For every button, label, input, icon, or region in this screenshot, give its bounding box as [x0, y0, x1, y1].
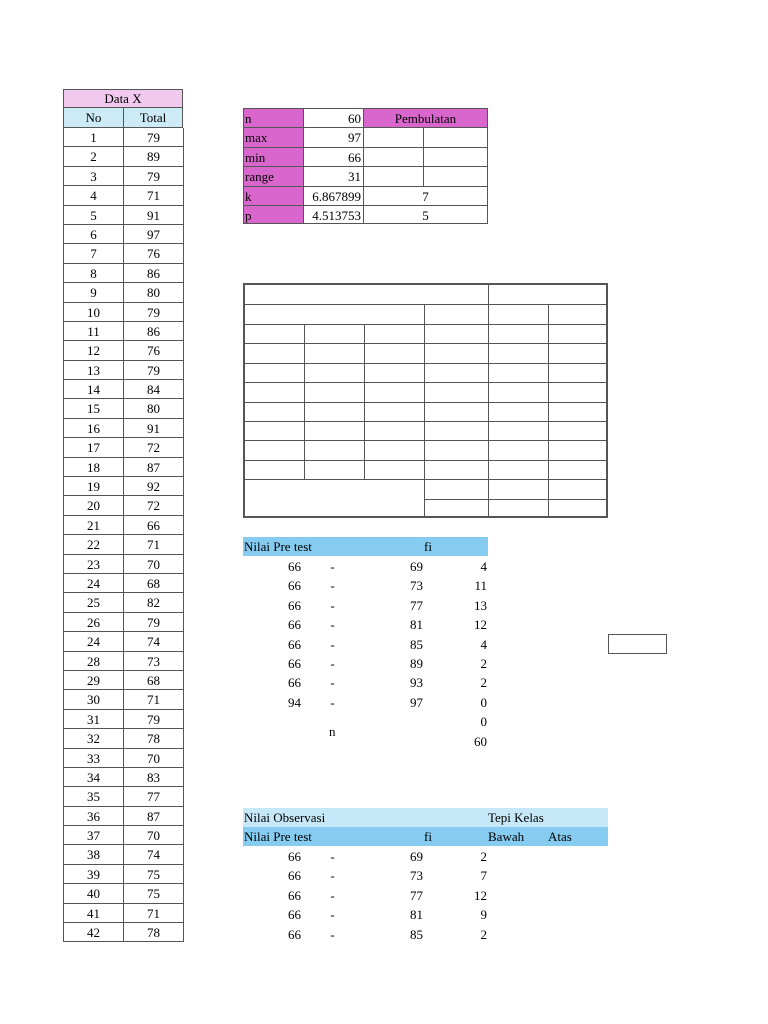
class-upper[interactable]: 77	[410, 887, 423, 903]
table-row	[63, 225, 184, 244]
cell-no[interactable]: 15	[63, 399, 123, 418]
grid-cell[interactable]	[245, 344, 305, 363]
stat-label: n	[243, 108, 303, 127]
grid-cell[interactable]	[489, 500, 549, 516]
grid-cell[interactable]	[425, 422, 489, 441]
table-row	[63, 419, 184, 438]
class-dash[interactable]: -	[330, 617, 335, 633]
class-frequency[interactable]: 12	[474, 617, 487, 633]
cell-no[interactable]: 4	[63, 186, 123, 205]
class-frequency[interactable]: 2	[480, 849, 487, 864]
class-upper[interactable]: 77	[410, 597, 423, 613]
grid-cell[interactable]	[489, 403, 549, 422]
grid-cell[interactable]	[489, 344, 549, 363]
stat-rounded[interactable]	[363, 147, 423, 166]
grid-cell[interactable]	[549, 500, 606, 516]
grid-cell[interactable]	[425, 403, 489, 422]
class-lower[interactable]: 66	[288, 597, 301, 613]
cell-total[interactable]: 92	[123, 477, 184, 496]
class-dash[interactable]: -	[330, 656, 335, 671]
grid-cell[interactable]	[245, 383, 305, 402]
table-row	[63, 555, 184, 574]
cell-no[interactable]: 20	[63, 496, 123, 515]
grid-cell[interactable]	[489, 422, 549, 441]
table-row	[63, 884, 184, 903]
table-row	[63, 303, 184, 322]
class-upper[interactable]: 69	[410, 849, 423, 864]
cell-total[interactable]: 73	[123, 652, 184, 671]
table-row	[63, 690, 184, 709]
table-row	[63, 613, 184, 632]
grid-cell[interactable]	[245, 285, 489, 305]
data-x-header	[63, 108, 183, 128]
grid-cell[interactable]	[305, 344, 365, 363]
grid-cell[interactable]	[425, 500, 489, 516]
data-x-title: Data X	[63, 89, 183, 108]
data-x-rows	[63, 128, 184, 942]
table-row	[63, 186, 184, 205]
cell-total[interactable]: 86	[123, 322, 184, 341]
grid-cell[interactable]	[365, 364, 425, 383]
pre-test-n-total: 60	[474, 734, 487, 749]
table-row	[63, 516, 184, 535]
table-row	[63, 710, 184, 729]
cell-total[interactable]: 84	[123, 380, 184, 399]
cell-total[interactable]: 71	[123, 186, 184, 205]
class-dash[interactable]: -	[330, 559, 335, 574]
table-row	[63, 787, 184, 806]
grid-cell[interactable]	[489, 480, 549, 499]
grid-cell[interactable]	[245, 403, 305, 422]
cell-total[interactable]: 83	[123, 768, 184, 787]
stat-empty-cell[interactable]	[423, 127, 488, 146]
grid-cell[interactable]	[305, 325, 365, 344]
grid-cell[interactable]	[305, 461, 365, 480]
class-lower[interactable]: 66	[288, 617, 301, 633]
class-dash[interactable]: -	[330, 694, 335, 710]
table-row	[63, 574, 184, 593]
atas-label: Atas	[548, 829, 572, 844]
class-frequency[interactable]: 13	[474, 597, 487, 613]
class-dash[interactable]: -	[330, 849, 335, 864]
cell-total[interactable]: 70	[123, 749, 184, 768]
table-row	[63, 264, 184, 283]
stat-rounded[interactable]	[363, 127, 423, 146]
class-lower[interactable]: 66	[288, 926, 301, 942]
grid-cell[interactable]	[425, 441, 489, 460]
cell-no[interactable]: 3	[63, 167, 123, 186]
cell-total[interactable]: 66	[123, 516, 184, 535]
cell-no[interactable]: 24	[63, 574, 123, 593]
grid-cell[interactable]	[489, 383, 549, 402]
stat-empty-cell[interactable]	[423, 147, 488, 166]
table-row	[63, 535, 184, 554]
cell-no[interactable]: 2	[63, 147, 123, 166]
grid-cell[interactable]	[305, 422, 365, 441]
cell-total[interactable]: 72	[123, 438, 184, 457]
grid-cell[interactable]	[245, 364, 305, 383]
grid-cell[interactable]	[305, 364, 365, 383]
class-frequency[interactable]: 11	[474, 578, 487, 594]
stat-rounded[interactable]: 5	[363, 205, 488, 224]
cell-total[interactable]: 80	[123, 283, 184, 302]
cell-no[interactable]: 5	[63, 206, 123, 225]
table-row	[63, 671, 184, 690]
cell-no[interactable]: 10	[63, 303, 123, 322]
grid-cell[interactable]	[245, 480, 425, 516]
class-dash[interactable]: -	[330, 907, 335, 923]
table-row	[63, 904, 184, 923]
class-lower[interactable]: 94	[288, 694, 301, 710]
cell-total[interactable]: 75	[123, 865, 184, 884]
cell-no[interactable]: 25	[63, 593, 123, 612]
cell-no[interactable]: 31	[63, 710, 123, 729]
grid-cell[interactable]	[245, 461, 305, 480]
table-row	[63, 923, 184, 942]
cell-total[interactable]: 89	[123, 147, 184, 166]
class-lower[interactable]: 66	[288, 675, 301, 691]
class-frequency[interactable]: 4	[480, 636, 487, 652]
grid-cell[interactable]	[425, 480, 489, 499]
grid-cell[interactable]	[549, 480, 606, 499]
cell-no[interactable]: 40	[63, 884, 123, 903]
table-row	[63, 361, 184, 380]
table-row	[63, 865, 184, 884]
grid-cell[interactable]	[425, 383, 489, 402]
cell-total[interactable]: 74	[123, 845, 184, 864]
stat-value[interactable]: 60	[303, 108, 363, 127]
class-frequency[interactable]: 12	[474, 887, 487, 903]
cell-total[interactable]: 72	[123, 496, 184, 515]
grid-cell[interactable]	[425, 325, 489, 344]
observasi-header-label: Nilai Pre test	[244, 829, 312, 844]
cell-total[interactable]: 79	[123, 303, 184, 322]
class-lower[interactable]: 66	[288, 559, 301, 574]
grid-cell[interactable]	[489, 364, 549, 383]
table-row	[63, 826, 184, 845]
cell-total[interactable]: 70	[123, 555, 184, 574]
class-upper[interactable]: 69	[410, 559, 423, 574]
table-row	[63, 749, 184, 768]
table-row	[63, 380, 184, 399]
table-row	[63, 283, 184, 302]
cell-total[interactable]: 78	[123, 923, 184, 942]
pre-test-header-fi: fi	[424, 539, 432, 554]
class-dash[interactable]: -	[330, 675, 335, 691]
cell-total[interactable]: 91	[123, 206, 184, 225]
cell-no[interactable]: 14	[63, 380, 123, 399]
pre-test-n-label: n	[329, 724, 336, 739]
stat-empty-cell[interactable]	[423, 166, 488, 185]
grid-cell[interactable]	[245, 325, 305, 344]
class-lower[interactable]: 66	[288, 636, 301, 652]
cell-no[interactable]: 21	[63, 516, 123, 535]
grid-cell[interactable]	[549, 403, 606, 422]
pre-test-header-label: Nilai Pre test	[244, 539, 312, 554]
grid-cell[interactable]	[549, 441, 606, 460]
cell-total[interactable]: 78	[123, 729, 184, 748]
class-upper[interactable]: 97	[410, 694, 423, 710]
stat-rounded[interactable]	[363, 166, 423, 185]
tepi-kelas-label: Tepi Kelas	[488, 810, 544, 825]
grid-cell[interactable]	[549, 344, 606, 363]
table-row	[63, 458, 184, 477]
cell-total[interactable]: 71	[123, 690, 184, 709]
cell-total[interactable]: 79	[123, 361, 184, 380]
cell-total[interactable]: 86	[123, 264, 184, 283]
cell-total[interactable]: 76	[123, 341, 184, 360]
class-frequency[interactable]: 0	[480, 694, 487, 710]
class-lower[interactable]: 66	[288, 907, 301, 923]
pre-test-extra-fi: 0	[480, 714, 487, 729]
cell-no[interactable]: 8	[63, 264, 123, 283]
class-upper[interactable]: 85	[410, 926, 423, 942]
cell-no[interactable]: 35	[63, 787, 123, 806]
class-frequency[interactable]: 2	[480, 926, 487, 942]
grid-cell[interactable]	[365, 344, 425, 363]
table-row	[63, 206, 184, 225]
cell-total[interactable]: 76	[123, 244, 184, 263]
table-row	[63, 768, 184, 787]
cell-total[interactable]: 91	[123, 419, 184, 438]
table-row	[63, 845, 184, 864]
table-row	[63, 322, 184, 341]
cell-no[interactable]: 18	[63, 458, 123, 477]
class-upper[interactable]: 81	[410, 907, 423, 923]
grid-cell[interactable]	[549, 305, 606, 325]
class-upper[interactable]: 93	[410, 675, 423, 691]
cell-no[interactable]: 36	[63, 807, 123, 826]
table-row	[63, 147, 184, 166]
grid-cell[interactable]	[549, 422, 606, 441]
cell-no[interactable]: 23	[63, 555, 123, 574]
grid-cell[interactable]	[305, 383, 365, 402]
grid-cell[interactable]	[365, 461, 425, 480]
class-dash[interactable]: -	[330, 926, 335, 942]
cell-total[interactable]: 71	[123, 904, 184, 923]
class-dash[interactable]: -	[330, 578, 335, 594]
cell-total[interactable]: 68	[123, 671, 184, 690]
empty-cell[interactable]	[608, 634, 667, 654]
class-lower[interactable]: 66	[288, 656, 301, 671]
cell-total[interactable]: 75	[123, 884, 184, 903]
cell-no[interactable]: 19	[63, 477, 123, 496]
class-upper[interactable]: 85	[410, 636, 423, 652]
cell-no[interactable]: 11	[63, 322, 123, 341]
cell-no[interactable]: 6	[63, 225, 123, 244]
cell-no[interactable]: 26	[63, 613, 123, 632]
table-row	[63, 167, 184, 186]
table-row	[63, 496, 184, 515]
class-lower[interactable]: 66	[288, 887, 301, 903]
stat-value[interactable]: 66	[303, 147, 363, 166]
table-row	[63, 399, 184, 418]
grid-cell[interactable]	[365, 383, 425, 402]
stat-label: range	[243, 166, 303, 185]
class-upper[interactable]: 89	[410, 656, 423, 671]
grid-cell[interactable]	[425, 344, 489, 363]
cell-no[interactable]: 38	[63, 845, 123, 864]
pembulatan-header: Pembulatan	[363, 108, 488, 127]
stat-value[interactable]: 31	[303, 166, 363, 185]
stat-label: min	[243, 147, 303, 166]
observasi-header	[243, 827, 608, 846]
cell-no[interactable]: 7	[63, 244, 123, 263]
class-lower[interactable]: 66	[288, 849, 301, 864]
cell-no[interactable]: 9	[63, 283, 123, 302]
cell-total[interactable]: 77	[123, 787, 184, 806]
observasi-title-band	[243, 808, 608, 827]
stat-label: k	[243, 186, 303, 205]
stat-value[interactable]: 4.513753	[303, 205, 363, 224]
cell-no[interactable]: 13	[63, 361, 123, 380]
grid-cell[interactable]	[245, 422, 305, 441]
grid-cell[interactable]	[245, 441, 305, 460]
cell-no[interactable]: 42	[63, 923, 123, 942]
cell-no[interactable]: 34	[63, 768, 123, 787]
grid-cell[interactable]	[425, 364, 489, 383]
stat-value[interactable]: 97	[303, 127, 363, 146]
cell-no[interactable]: 41	[63, 904, 123, 923]
table-row	[63, 807, 184, 826]
cell-no[interactable]: 29	[63, 671, 123, 690]
cell-total[interactable]: 87	[123, 807, 184, 826]
table-row	[63, 244, 184, 263]
empty-grid-table	[243, 283, 608, 518]
cell-no[interactable]: 28	[63, 652, 123, 671]
stat-label: p	[243, 205, 303, 224]
class-upper[interactable]: 81	[410, 617, 423, 633]
cell-no[interactable]: 33	[63, 749, 123, 768]
observasi-title: Nilai Observasi	[244, 810, 326, 825]
cell-total[interactable]: 80	[123, 399, 184, 418]
cell-no[interactable]: 1	[63, 128, 123, 147]
grid-cell[interactable]	[365, 441, 425, 460]
class-lower[interactable]: 66	[288, 868, 301, 884]
col-no-header: No	[64, 108, 124, 127]
cell-total[interactable]: 79	[123, 167, 184, 186]
grid-cell[interactable]	[305, 403, 365, 422]
cell-no[interactable]: 37	[63, 826, 123, 845]
table-row	[63, 632, 184, 651]
cell-total[interactable]: 79	[123, 613, 184, 632]
grid-cell[interactable]	[425, 305, 489, 325]
table-row	[63, 438, 184, 457]
cell-total[interactable]: 82	[123, 593, 184, 612]
grid-cell[interactable]	[305, 441, 365, 460]
grid-cell[interactable]	[549, 461, 606, 480]
grid-cell[interactable]	[489, 305, 549, 325]
grid-cell[interactable]	[245, 305, 425, 325]
grid-cell[interactable]	[365, 403, 425, 422]
cell-total[interactable]: 79	[123, 128, 184, 147]
stat-label: max	[243, 127, 303, 146]
class-frequency[interactable]: 2	[480, 656, 487, 671]
grid-cell[interactable]	[549, 325, 606, 344]
class-upper[interactable]: 73	[410, 868, 423, 884]
stat-value[interactable]: 6.867899	[303, 186, 363, 205]
grid-cell[interactable]	[425, 461, 489, 480]
cell-total[interactable]: 71	[123, 535, 184, 554]
cell-no[interactable]: 24	[63, 632, 123, 651]
class-dash[interactable]: -	[330, 636, 335, 652]
cell-no[interactable]: 12	[63, 341, 123, 360]
grid-cell[interactable]	[365, 325, 425, 344]
class-frequency[interactable]: 7	[480, 868, 487, 884]
table-row	[63, 477, 184, 496]
class-dash[interactable]: -	[330, 868, 335, 884]
table-row	[63, 593, 184, 612]
class-frequency[interactable]: 4	[480, 559, 487, 574]
grid-cell[interactable]	[489, 461, 549, 480]
pre-test-header	[243, 537, 488, 556]
cell-no[interactable]: 30	[63, 690, 123, 709]
grid-cell[interactable]	[365, 422, 425, 441]
table-row	[63, 128, 184, 147]
table-row	[63, 729, 184, 748]
table-row	[63, 652, 184, 671]
grid-cell[interactable]	[549, 364, 606, 383]
cell-total[interactable]: 87	[123, 458, 184, 477]
grid-cell[interactable]	[549, 383, 606, 402]
cell-no[interactable]: 22	[63, 535, 123, 554]
cell-no[interactable]: 17	[63, 438, 123, 457]
cell-total[interactable]: 97	[123, 225, 184, 244]
class-upper[interactable]: 73	[410, 578, 423, 594]
cell-no[interactable]: 32	[63, 729, 123, 748]
grid-cell[interactable]	[489, 285, 606, 305]
class-frequency[interactable]: 9	[480, 907, 487, 923]
bawah-label: Bawah	[488, 829, 525, 844]
cell-total[interactable]: 79	[123, 710, 184, 729]
stat-rounded[interactable]: 7	[363, 186, 488, 205]
table-row	[63, 341, 184, 360]
cell-no[interactable]: 16	[63, 419, 123, 438]
col-total-header: Total	[139, 110, 167, 125]
cell-total[interactable]: 70	[123, 826, 184, 845]
observasi-header-fi: fi	[424, 829, 432, 844]
class-dash[interactable]: -	[330, 597, 335, 613]
grid-cell[interactable]	[489, 325, 549, 344]
cell-no[interactable]: 39	[63, 865, 123, 884]
grid-cell[interactable]	[489, 441, 549, 460]
class-frequency[interactable]: 2	[480, 675, 487, 691]
cell-total[interactable]: 74	[123, 632, 184, 651]
cell-total[interactable]: 68	[123, 574, 184, 593]
class-lower[interactable]: 66	[288, 578, 301, 594]
class-dash[interactable]: -	[330, 887, 335, 903]
